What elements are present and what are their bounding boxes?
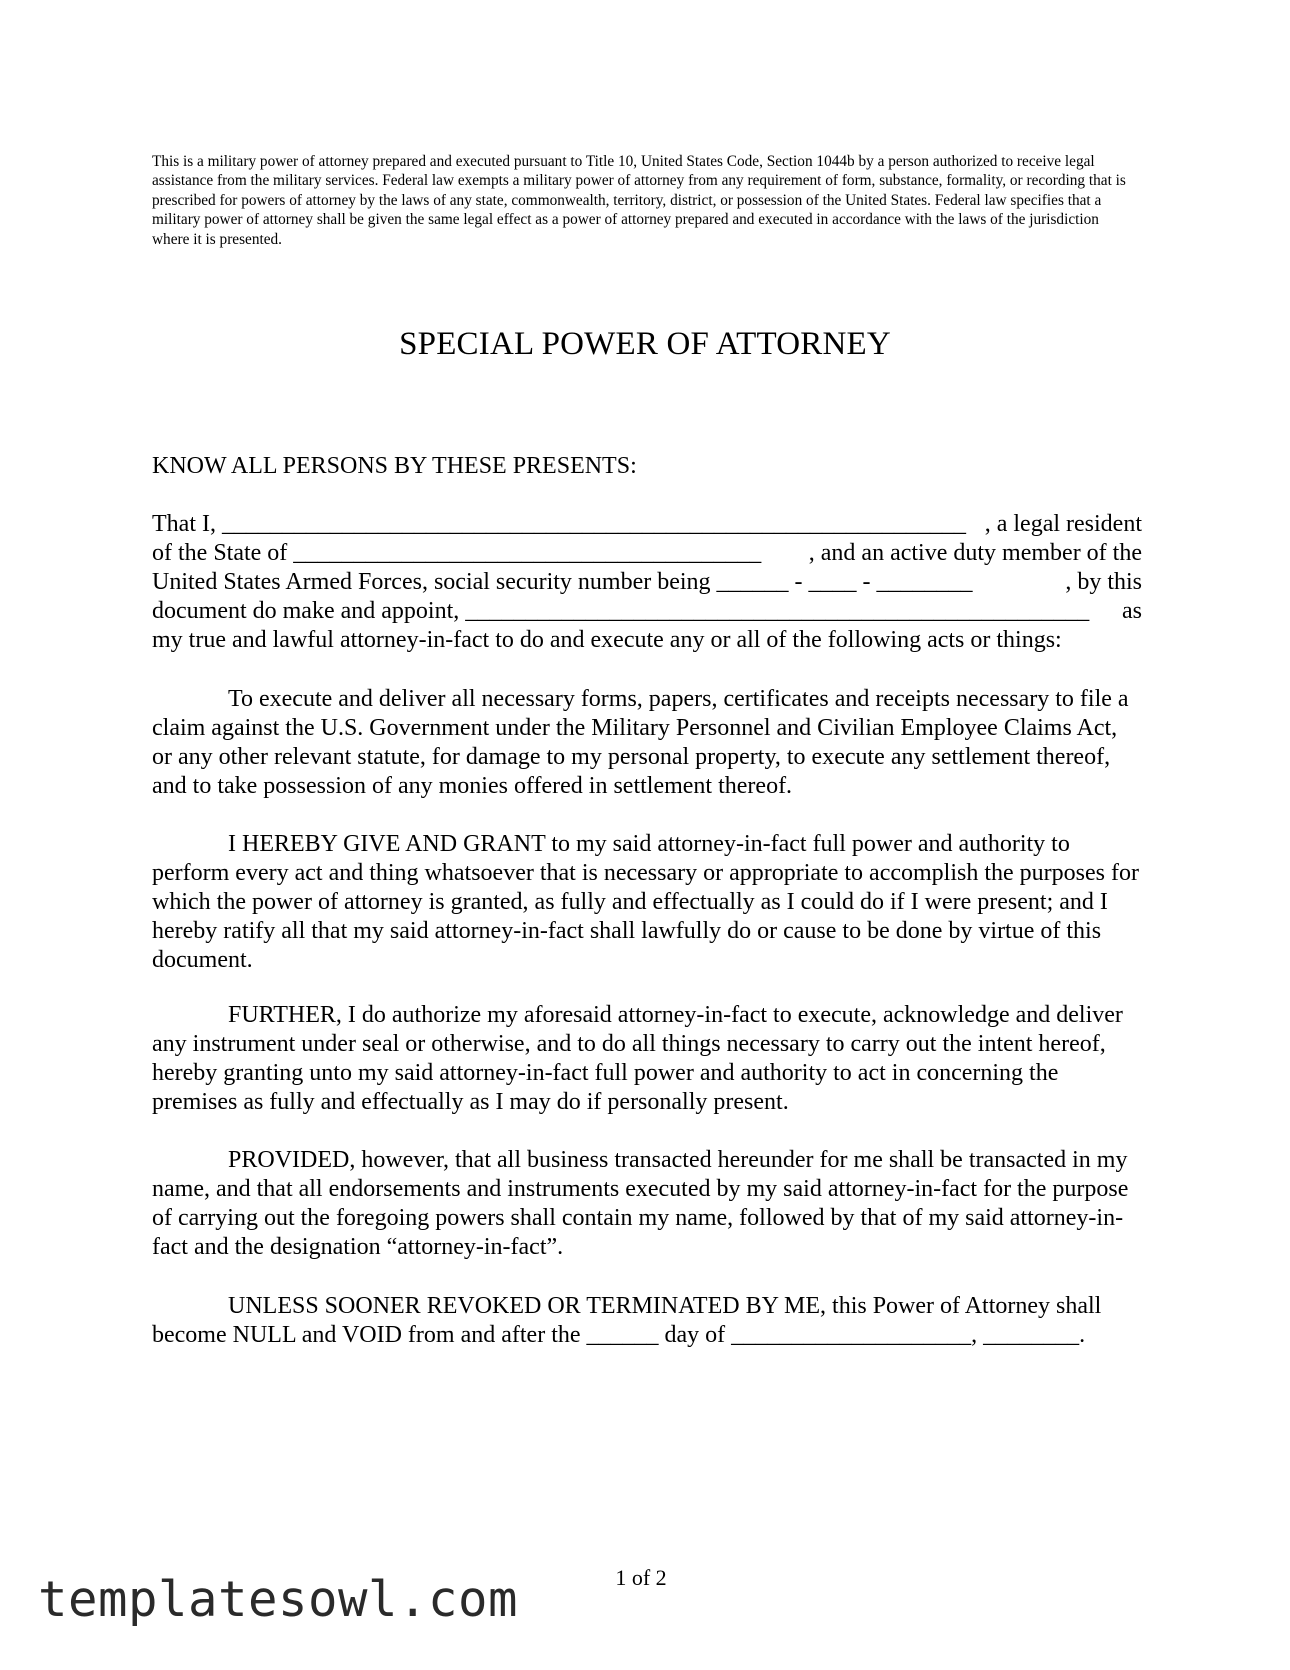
grant-paragraph: I HEREBY GIVE AND GRANT to my said attorney-in-fact full power and authority to perform every act and thing whatsoever that is necessary or appropriate to accomplish the purposes for which the power of attorney is granted, as fully and effectually as I could do if I were present; and I hereby ratify all that my said attorney-in-fact shall lawfully do or cause to be done by virtue of this document. xyxy=(152,831,1139,973)
claim-paragraph: To execute and deliver all necessary forms, papers, certificates and receipts necessary to file a claim against the U.S. Government under the Military Personnel and Civilian Employee Claims Act, or any other relevant statute, for damage to my personal property, to execute any settlement thereof, and to take possession of any monies offered in settlement thereof. xyxy=(152,686,1129,799)
appointment-paragraph xyxy=(152,510,1142,655)
further-paragraph: FURTHER, I do authorize my aforesaid attorney-in-fact to execute, acknowledge and deliver any instrument under seal or otherwise, and to do all things necessary to carry out the intent hereof, hereby granting unto my said attorney-in-fact full power and authority to act in concerning the premises as fully and effectually as I may do if personally present. xyxy=(152,1002,1123,1115)
legal-resident-text: , a legal resident xyxy=(984,511,1142,537)
principal-name-blank: That I, ______________________________________________________________ xyxy=(152,511,966,537)
document-title: SPECIAL POWER OF ATTORNEY xyxy=(399,326,891,362)
appointment-line-4 xyxy=(152,597,1142,626)
active-duty-text: , and an active duty member of the xyxy=(808,540,1142,566)
appointment-line-5: my true and lawful attorney-in-fact to do and execute any or all of the following acts or things: xyxy=(152,627,1062,653)
ssn-blank: United States Armed Forces, social security number being ______ - ____ - ________ xyxy=(152,569,973,595)
state-blank: of the State of _______________________________________ xyxy=(152,540,762,566)
appointment-line-1 xyxy=(152,510,1142,539)
attorney-in-fact-blank: document do make and appoint, ____________________________________________________ xyxy=(152,598,1090,624)
appointment-line-2 xyxy=(152,539,1142,568)
page-number-text: 1 of 2 xyxy=(615,1565,667,1590)
appointment-line-3 xyxy=(152,568,1142,597)
by-this-text: , by this xyxy=(1065,569,1142,595)
know-all-persons-heading: KNOW ALL PERSONS BY THESE PRESENTS: xyxy=(152,453,637,479)
site-watermark: templatesowl.com xyxy=(38,1571,519,1628)
revocation-paragraph: UNLESS SOONER REVOKED OR TERMINATED BY ME, this Power of Attorney shall become NULL and VOID from and after the ______ day of ____________________, ________. xyxy=(152,1293,1102,1348)
military-poa-notice: This is a military power of attorney prepared and executed pursuant to Title 10, United States Code, Section 1044b by a person authorized to receive legal assistance from the military services. Federal law exempts a military power of attorney from any requirement of form, substance, formality, or recording that is prescribed for powers of attorney by the laws of any state, commonwealth, territory, district, or possession of the United States. Federal law specifies that a military power of attorney shall be given the same legal effect as a power of attorney prepared and executed in accordance with the laws of the jurisdiction where it is presented. xyxy=(152,153,1126,248)
provided-paragraph: PROVIDED, however, that all business transacted hereunder for me shall be transacted in my name, and that all endorsements and instruments executed by my said attorney-in-fact for the purpose of carrying out the foregoing powers shall contain my name, followed by that of my said attorney-in-fact and the designation “attorney-in-fact”. xyxy=(152,1147,1129,1260)
as-text: as xyxy=(1122,598,1142,624)
